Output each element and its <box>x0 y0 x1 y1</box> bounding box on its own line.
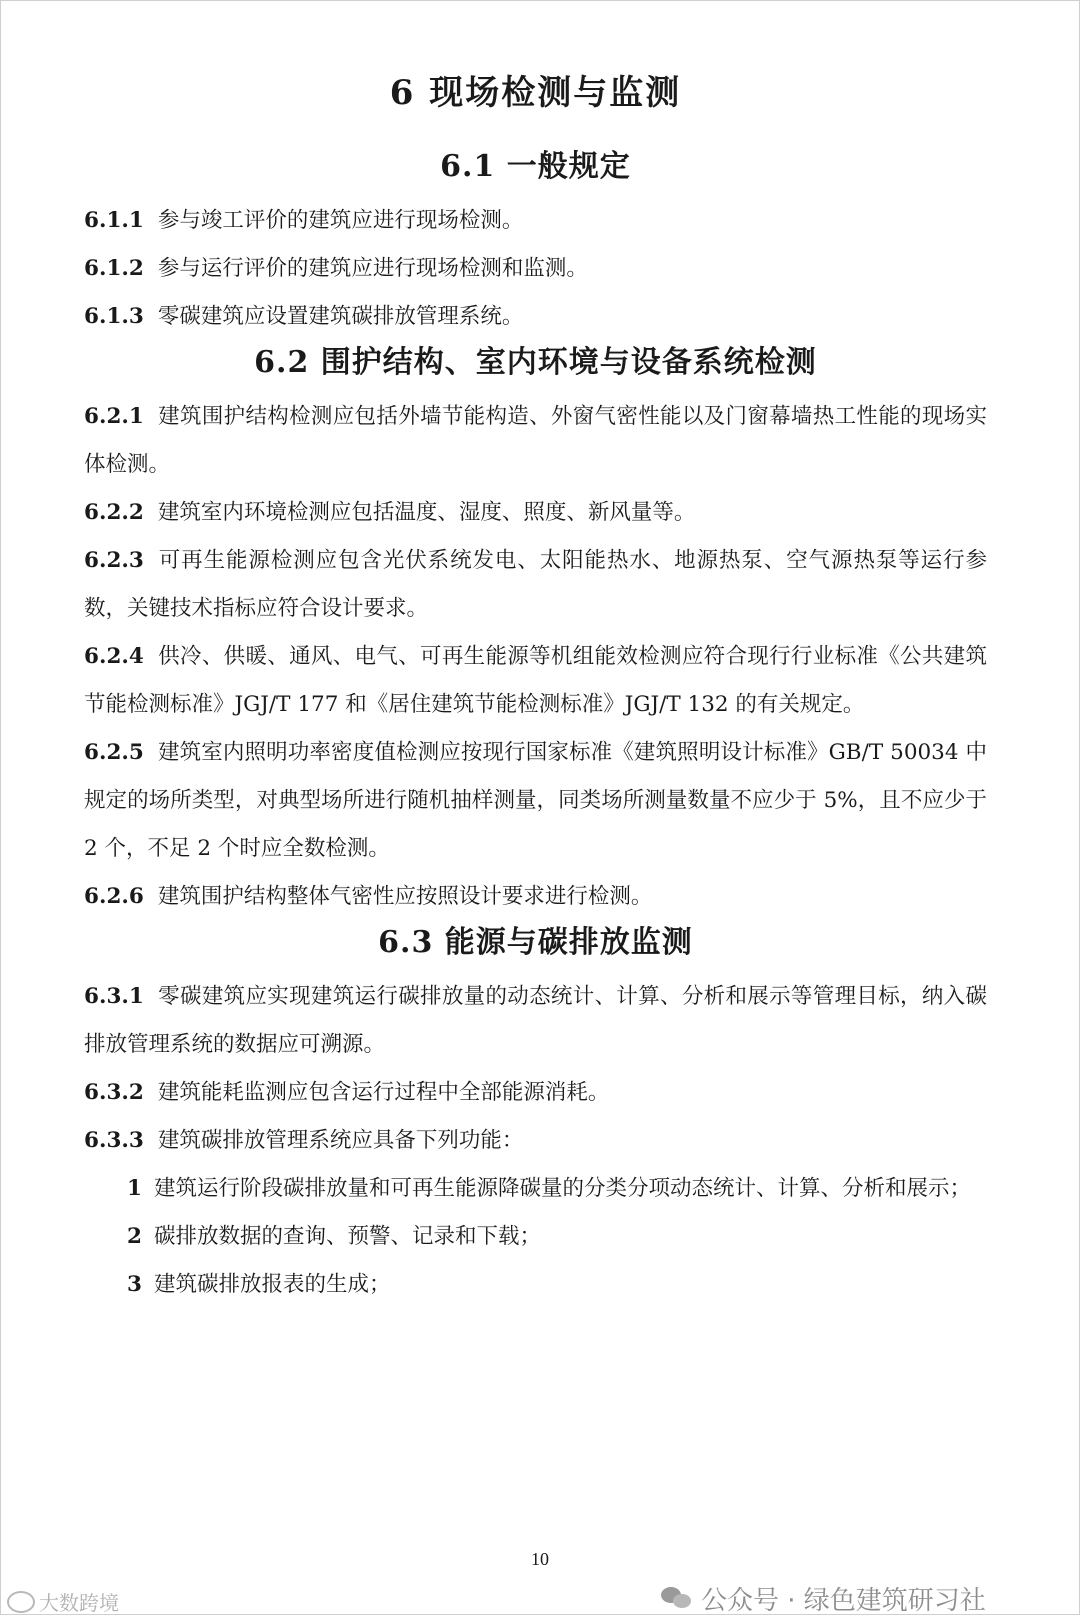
clause-text: 零碳建筑应设置建筑碳排放管理系统。 <box>157 304 524 329</box>
clause-text: 供冷、供暖、通风、电气、可再生能源等机组能效检测应符合现行行业标准《公共建筑节能检测标准》JGJ/T 177 和《居住建筑节能检测标准》JGJ/T 132 的有关规定。 <box>84 644 987 717</box>
clause-text: 可再生能源检测应包含光伏系统发电、太阳能热水、地源热泵、空气源热泵等运行参数，关键技术指标应符合设计要求。 <box>84 548 987 621</box>
clause-6-1-1 <box>84 197 987 245</box>
clause-text: 建筑能耗监测应包含运行过程中全部能源消耗。 <box>157 1080 610 1105</box>
list-item-1 <box>84 1165 987 1213</box>
clause-6-3-3 <box>84 1117 987 1165</box>
clause-number: 6.3.1 <box>84 984 144 1009</box>
clause-number: 6.3.3 <box>84 1128 144 1153</box>
list-item-2 <box>84 1213 987 1261</box>
clause-number: 6.1.3 <box>84 304 144 329</box>
clause-6-1-3 <box>84 293 987 341</box>
clause-text: 零碳建筑应实现建筑运行碳排放量的动态统计、计算、分析和展示等管理目标，纳入碳排放管理系统的数据应可溯源。 <box>84 984 987 1057</box>
section-title-6-1: 6.1 一般规定 <box>440 149 631 184</box>
section-title-6-3: 6.3 能源与碳排放监测 <box>378 925 693 960</box>
clause-text: 建筑室内照明功率密度值检测应按现行国家标准《建筑照明设计标准》GB/T 50034 中规定的场所类型，对典型场所进行随机抽样测量，同类场所测量数量不应少于 5%，且不应少于 2 个，不足 2 个时应全数检测。 <box>84 740 987 861</box>
wechat-account-label <box>661 1581 986 1615</box>
item-number: 3 <box>127 1272 142 1297</box>
clause-text: 建筑室内环境检测应包括温度、湿度、照度、新风量等。 <box>157 500 696 525</box>
clause-number: 6.2.3 <box>84 548 144 573</box>
watermark-logo-icon <box>7 1591 35 1613</box>
clause-6-3-2 <box>84 1069 987 1117</box>
clause-number: 6.3.2 <box>84 1080 144 1105</box>
watermark <box>7 1587 119 1616</box>
item-text: 碳排放数据的查询、预警、记录和下载； <box>153 1224 541 1249</box>
list-item-3 <box>84 1261 987 1309</box>
clause-number: 6.1.2 <box>84 256 144 281</box>
item-text: 建筑运行阶段碳排放量和可再生能源降碳量的分类分项动态统计、计算、分析和展示； <box>153 1176 971 1201</box>
clause-6-2-1 <box>84 393 987 489</box>
clause-6-2-2 <box>84 489 987 537</box>
clause-number: 6.2.2 <box>84 500 144 525</box>
clause-number: 6.2.5 <box>84 740 144 765</box>
clause-6-2-3 <box>84 537 987 633</box>
clause-text: 建筑围护结构检测应包括外墙节能构造、外窗气密性能以及门窗幕墙热工性能的现场实体检测。 <box>84 404 987 477</box>
clause-number: 6.2.1 <box>84 404 144 429</box>
clause-number: 6.2.4 <box>84 644 144 669</box>
item-number: 2 <box>127 1224 142 1249</box>
wechat-icon <box>661 1585 693 1611</box>
page-number: 10 <box>531 1549 549 1569</box>
item-number: 1 <box>127 1176 142 1201</box>
item-text: 建筑碳排放报表的生成； <box>153 1272 391 1297</box>
clause-6-3-1 <box>84 973 987 1069</box>
clause-6-2-4 <box>84 633 987 729</box>
clause-6-2-6 <box>84 873 987 921</box>
wechat-account-text: 公众号 · 绿色建筑研习社 <box>701 1585 986 1616</box>
clause-text: 建筑碳排放管理系统应具备下列功能： <box>157 1128 524 1153</box>
page-content <box>84 69 987 1309</box>
clause-text: 参与竣工评价的建筑应进行现场检测。 <box>157 208 524 233</box>
watermark-text: 大数跨境 <box>39 1591 119 1615</box>
clause-6-2-5 <box>84 729 987 873</box>
clause-number: 6.1.1 <box>84 208 144 233</box>
clause-number: 6.2.6 <box>84 884 144 909</box>
section-title-6-2: 6.2 围护结构、室内环境与设备系统检测 <box>254 345 817 380</box>
clause-text: 建筑围护结构整体气密性应按照设计要求进行检测。 <box>157 884 653 909</box>
chapter-title: 6 现场检测与监测 <box>389 73 682 113</box>
clause-6-1-2 <box>84 245 987 293</box>
clause-text: 参与运行评价的建筑应进行现场检测和监测。 <box>157 256 588 281</box>
